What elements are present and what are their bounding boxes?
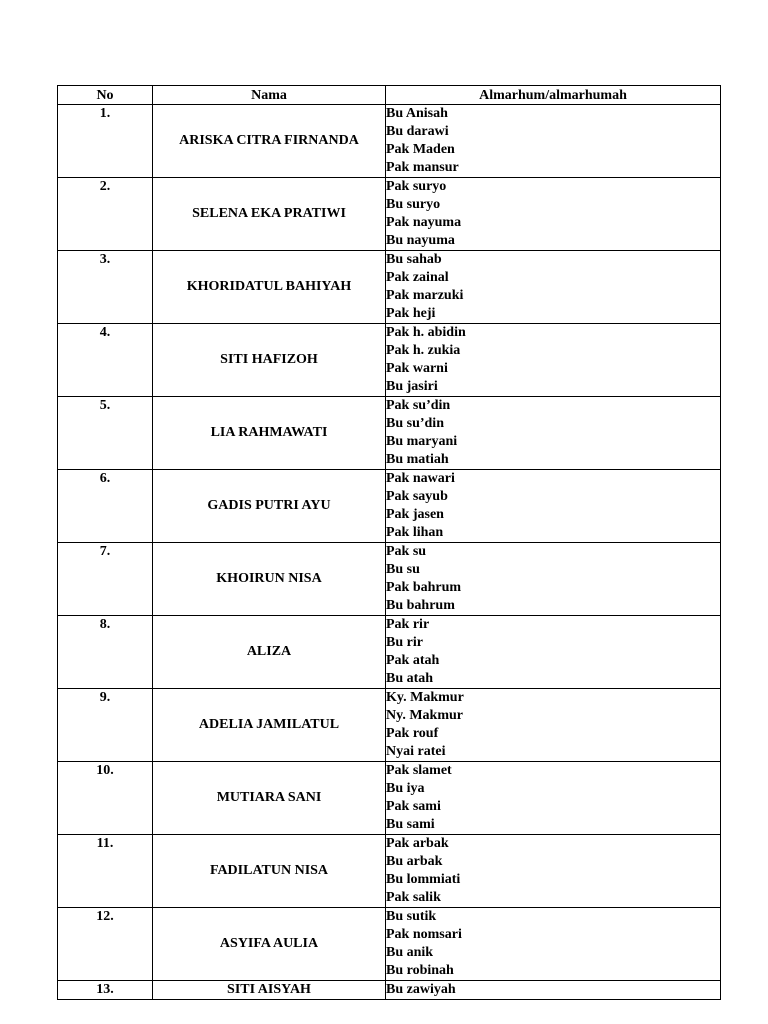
almarhum-name: Bu jasiri [386, 379, 438, 394]
almarhum-name: Pak h. abidin [386, 325, 466, 340]
almarhum-name: Bu maryani [386, 434, 458, 449]
table-row [58, 105, 721, 178]
almarhum-name: Bu suryo [386, 197, 441, 212]
table-row [58, 178, 721, 251]
row-number: 10. [58, 762, 153, 835]
row-number: 5. [58, 397, 153, 470]
table-row [58, 689, 721, 762]
row-number: 1. [58, 105, 153, 178]
row-number: 6. [58, 470, 153, 543]
almarhum-name: Bu nayuma [386, 233, 455, 248]
almarhum-name: Bu anik [386, 945, 434, 960]
almarhum-name: Pak bahrum [386, 580, 462, 595]
almarhum-name: Pak mansur [386, 160, 459, 175]
table-row [58, 251, 721, 324]
student-name: KHOIRUN NISA [153, 543, 386, 616]
almarhum-name: Pak sayub [386, 489, 448, 504]
table-row [58, 324, 721, 397]
almarhum-list [386, 397, 721, 470]
almarhum-list [386, 543, 721, 616]
student-name: ARISKA CITRA FIRNANDA [153, 105, 386, 178]
almarhum-name: Pak nayuma [386, 215, 462, 230]
table-row [58, 835, 721, 908]
student-name: ALIZA [153, 616, 386, 689]
almarhum-name: Pak nawari [386, 471, 455, 486]
header-row [58, 86, 721, 105]
row-number: 4. [58, 324, 153, 397]
almarhum-name: Bu rir [386, 635, 423, 650]
almarhum-name: Pak nomsari [386, 927, 462, 942]
almarhum-name: Bu sutik [386, 909, 437, 924]
almarhum-name: Pak rouf [386, 726, 439, 741]
memorial-table [57, 85, 721, 1000]
almarhum-name: Pak marzuki [386, 288, 464, 303]
table-row [58, 470, 721, 543]
almarhum-list [386, 762, 721, 835]
almarhum-name: Bu arbak [386, 854, 443, 869]
almarhum-list [386, 470, 721, 543]
almarhum-list [386, 178, 721, 251]
almarhum-list [386, 251, 721, 324]
almarhum-name: Bu atah [386, 671, 434, 686]
row-number: 9. [58, 689, 153, 762]
almarhum-list [386, 105, 721, 178]
almarhum-name: Pak salik [386, 890, 441, 905]
student-name: KHORIDATUL BAHIYAH [153, 251, 386, 324]
student-name: LIA RAHMAWATI [153, 397, 386, 470]
student-name: MUTIARA SANI [153, 762, 386, 835]
header-nama: Nama [153, 86, 386, 105]
almarhum-name: Nyai ratei [386, 744, 446, 759]
almarhum-list [386, 616, 721, 689]
almarhum-name: Pak su [386, 544, 427, 559]
table-row [58, 981, 721, 1000]
student-name: SELENA EKA PRATIWI [153, 178, 386, 251]
almarhum-name: Pak zainal [386, 270, 449, 285]
student-name: SITI HAFIZOH [153, 324, 386, 397]
almarhum-list [386, 689, 721, 762]
almarhum-name: Ny. Makmur [386, 708, 463, 723]
almarhum-name: Bu matiah [386, 452, 449, 467]
almarhum-name: Bu sami [386, 817, 435, 832]
almarhum-name: Bu darawi [386, 124, 449, 139]
almarhum-name: Pak slamet [386, 763, 452, 778]
almarhum-name: Bu iya [386, 781, 425, 796]
student-name: ADELIA JAMILATUL [153, 689, 386, 762]
almarhum-name: Bu zawiyah [386, 982, 456, 997]
table-row [58, 543, 721, 616]
almarhum-name: Pak warni [386, 361, 448, 376]
almarhum-name: Bu su’din [386, 416, 444, 431]
almarhum-name: Pak heji [386, 306, 436, 321]
almarhum-name: Bu bahrum [386, 598, 455, 613]
student-name: FADILATUN NISA [153, 835, 386, 908]
almarhum-list [386, 324, 721, 397]
student-name: GADIS PUTRI AYU [153, 470, 386, 543]
almarhum-name: Pak rir [386, 617, 430, 632]
table-row [58, 397, 721, 470]
table-row [58, 762, 721, 835]
row-number: 11. [58, 835, 153, 908]
student-name: SITI AISYAH [153, 981, 386, 1000]
almarhum-name: Bu sahab [386, 252, 442, 267]
almarhum-name: Bu robinah [386, 963, 454, 978]
table-body [58, 105, 721, 1000]
header-almarhum: Almarhum/almarhumah [386, 86, 721, 105]
student-name: ASYIFA AULIA [153, 908, 386, 981]
row-number: 3. [58, 251, 153, 324]
table-row [58, 908, 721, 981]
row-number: 8. [58, 616, 153, 689]
almarhum-name: Bu lommiati [386, 872, 461, 887]
almarhum-list [386, 981, 721, 1000]
table-row [58, 616, 721, 689]
almarhum-name: Pak jasen [386, 507, 444, 522]
almarhum-name: Pak sami [386, 799, 441, 814]
row-number: 12. [58, 908, 153, 981]
almarhum-name: Pak suryo [386, 179, 447, 194]
almarhum-list [386, 835, 721, 908]
almarhum-name: Bu Anisah [386, 106, 448, 121]
almarhum-name: Pak Maden [386, 142, 455, 157]
almarhum-name: Bu su [386, 562, 420, 577]
almarhum-name: Ky. Makmur [386, 690, 464, 705]
almarhum-list [386, 908, 721, 981]
header-no: No [58, 86, 153, 105]
almarhum-name: Pak arbak [386, 836, 449, 851]
table-header [58, 86, 721, 105]
row-number: 13. [58, 981, 153, 1000]
row-number: 7. [58, 543, 153, 616]
row-number: 2. [58, 178, 153, 251]
almarhum-name: Pak lihan [386, 525, 444, 540]
almarhum-name: Pak h. zukia [386, 343, 461, 358]
almarhum-name: Pak atah [386, 653, 440, 668]
almarhum-name: Pak su’din [386, 398, 451, 413]
